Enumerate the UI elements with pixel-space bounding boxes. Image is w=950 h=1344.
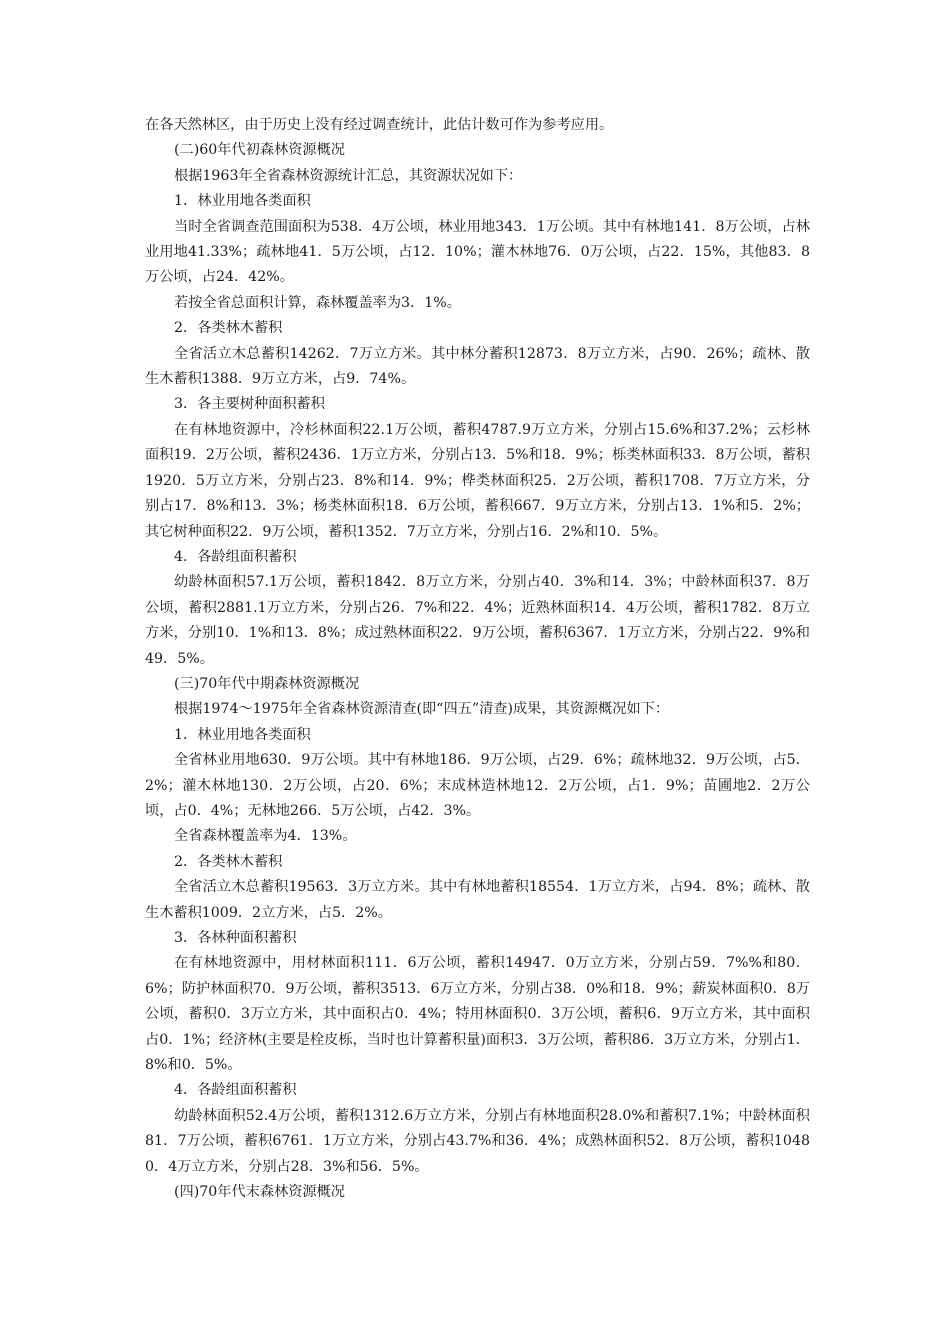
paragraph-species-1963: 在有林地资源中，冷杉林面积22.1万公顷，蓄积4787.9万立方米，分别占15.6%和37.2%；云杉林面积19．2万公顷，蓄积2436．1万立方米，分别占13．5%和18．9%；栎类林面积33．8万公顷，蓄积1920．5万立方米，分别占23．8%和14．9%；桦类林面积25．2万公顷，蓄积1708．7万立方米，分别占17．8%和13．3%；杨类林面积18．6万公顷，蓄积667．9万立方米，分别占13．1%和5．2%；其它树种面积22．9万公顷，蓄积1352．7万立方米，分别占16．2%和10．5%。	[145, 421, 810, 540]
section-heading-mid-70s: (三)70年代中期森林资源概况	[174, 675, 360, 692]
subheading-forest-types: 3．各林种面积蓄积	[174, 930, 297, 946]
subheading-species: 3．各主要树种面积蓄积	[174, 396, 325, 413]
paragraph-stock-volume-1974: 全省活立木总蓄积19563．3万立方米。其中有林地蓄积18554．1万立方米，占94．8%；疏林、散生木蓄积1009．2立方米，占5．2%。	[145, 879, 810, 921]
subheading-age-groups: 4．各龄组面积蓄积	[174, 1082, 297, 1099]
body-text	[145, 113, 810, 1205]
paragraph-intro-1974: 根据1974～1975年全省森林资源清查(即“四五”清查)成果，其资源概况如下：	[174, 701, 670, 718]
paragraph-intro-1963: 根据1963年全省森林资源统计汇总，其资源状况如下：	[174, 167, 523, 184]
paragraph-age-groups-1963: 幼龄林面积57.1万公顷，蓄积1842．8万立方米，分别占40．3%和14．3%；中龄林面积37．8万公顷，蓄积2881.1万立方米，分别占26．7%和22．4%；近熟林面积14．4万公顷，蓄积1782．8万立方米，分别10．1%和13．8%；成过熟林面积22．9万公顷，蓄积6367．1万立方米，分别占22．9%和49．5%。	[145, 574, 810, 667]
subheading-age-groups: 4．各龄组面积蓄积	[174, 548, 297, 565]
paragraph-forest-types-1974: 在有林地资源中，用材林面积111．6万公顷，蓄积14947．0万立方米，分别占59．7%%和80．6%；防护林面积70．9万公顷，蓄积3513．6万立方米，分别占38．0%和18．9%；薪炭林面积0．8万公顷，蓄积0．3万立方米，其中面积占0．4%；特用林面积0．3万公顷，蓄积6．9万立方米，其中面积占0．1%；经济林(主要是栓皮栎，当时也计算蓄积量)面积3．3万公顷，蓄积86．3万立方米，分别占1．8%和0．5%。	[145, 955, 810, 1074]
subheading-land-area: 1．林业用地各类面积	[174, 193, 311, 210]
section-heading-late-70s: (四)70年代末森林资源概况	[174, 1184, 345, 1201]
paragraph-coverage-1974: 全省森林覆盖率为4．13%。	[174, 828, 357, 845]
paragraph-land-area-1974: 全省林业用地630．9万公顷。其中有林地186．9万公顷，占29．6%；疏林地32．9万公顷，占5．2%；灌木林地130．2万公顷，占20．6%；末成林造林地12．2万公顷，占1．9%；苗圃地2．2万公顷，占0．4%；无林地266．5万公顷，占42．3%。	[145, 752, 810, 819]
subheading-stock-volume: 2．各类林木蓄积	[174, 853, 283, 870]
subheading-stock-volume: 2．各类林木蓄积	[174, 320, 283, 337]
paragraph-land-area-1963: 当时全省调查范围面积为538．4万公顷，林业用地343．1万公顷。其中有林地141．8万公顷，占林业用地41.33%；疏林地41．5万公顷，占12．10%；灌木林地76．0万公顷，占22．15%，其他83．8万公顷，占24．42%。	[145, 218, 810, 286]
subheading-land-area: 1．林业用地各类面积	[174, 726, 311, 743]
section-heading-60s: (二)60年代初森林资源概况	[174, 142, 345, 159]
paragraph-stock-volume-1963: 全省活立木总蓄积14262．7万立方米。其中林分蓄积12873．8万立方米，占90．26%；疏林、散生木蓄积1388．9万立方米，占9．74%。	[145, 345, 810, 388]
paragraph-continuation: 在各天然林区，由于历史上没有经过调查统计，此估计数可作为参考应用。	[145, 117, 614, 133]
paragraph-age-groups-1974: 幼龄林面积52.4万公顷，蓄积1312.6万立方米，分别占有林地面积28.0%和蓄积7.1%；中龄林面积81．7万公顷，蓄积6761．1万立方米，分别占43.7%和36．4%；成熟林面积52．8万公顷，蓄积10480．4万立方米，分别占28．3%和56．5%。	[145, 1107, 810, 1175]
paragraph-coverage-1963: 若按全省总面积计算，森林覆盖率为3．1%。	[174, 294, 461, 311]
